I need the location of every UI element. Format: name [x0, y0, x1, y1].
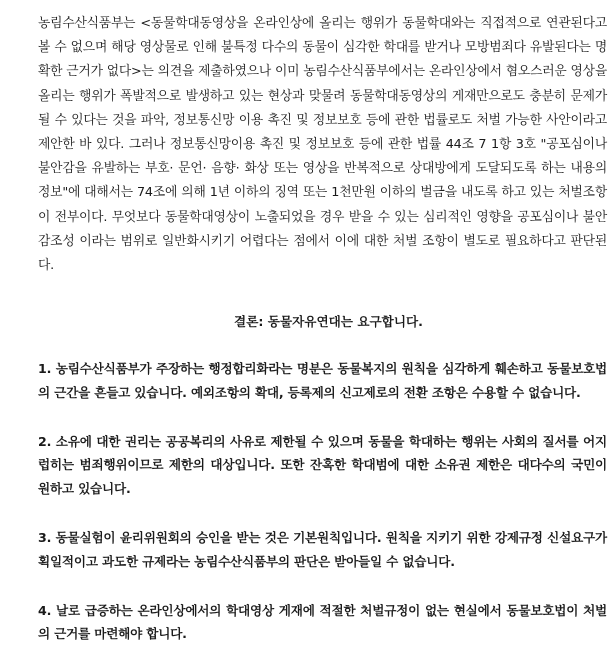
- demand-item-2: 2. 소유에 대한 권리는 공공복리의 사유로 제한될 수 있으며 동물을 학대하는 행위는 사회의 질서를 어지럽히는 범죄행위이므로 제한의 대상입니다. 또한 잔혹한 학대범에 대한 소유권 제한은 대다수의 국민이 원하고 있습니다.: [38, 434, 607, 496]
- conclusion-heading: 결론: 동물자유연대는 요구합니다.: [234, 314, 423, 330]
- intro-paragraph: 농림수산식품부는 <동물학대동영상을 온라인상에 올리는 행위가 동물학대와는 직접적으로 연관된다고 볼 수 없으며 해당 영상물로 인해 불특정 다수의 동물이 심각한 학대를 받거나 모방범죄다 유발된다는 명확한 근거가 없다>는 의견을 제출하였으나 이미 농림수산식품부에서는 온라인상에서 혐오스러운 영상을 올리는 행위가 폭발적으로 발생하고 있는 현상과 맞물려 동물학대동영상의 게재만으로도 충분히 문제가 될 수 있다는 것을 파악, 정보통신망 이용 촉진 및 정보보호 등에 관한 법률로도 처벌 가능한 사안이라고 제안한 바 있다. 그러나 정보통신망이용 촉진 및 정보보호 등에 관한 법률 44조 7 1항 3호 "공포심이나 불안감을 유발하는 부호· 문언· 음향· 화상 또는 영상을 반복적으로 상대방에게 도달되도록 하는 내용의 정보"에 대해서는 74조에 의해 1년 이하의 징역 또는 1천만원 이하의 벌금을 내도록 하고 있는 처벌조항이 전부이다. 무엇보다 동물학대영상이 노출되었을 경우 받을 수 있는 심리적인 영향을 공포심이나 불안감조성 이라는 범위로 일반화시키기 어렵다는 점에서 이에 대한 처벌 조항이 별도로 필요하다고 판단된다.: [38, 16, 607, 274]
- demand-item-3: 3. 동물실험이 윤리위원회의 승인을 받는 것은 기본원칙입니다. 원칙을 지키기 위한 강제규정 신설요구가 획일적이고 과도한 규제라는 농림수산식품부의 판단은 받아들일 수 없습니다.: [38, 530, 607, 569]
- demands-list: [38, 357, 607, 646]
- demand-item-4: 4. 날로 급증하는 온라인상에서의 학대영상 게재에 적절한 처벌규정이 없는 현실에서 동물보호법이 처벌의 근거를 마련해야 합니다.: [38, 603, 607, 642]
- demand-item-1: 1. 농림수산식품부가 주장하는 행정합리화라는 명분은 동물복지의 원칙을 심각하게 훼손하고 동물보호법의 근간을 흔들고 있습니다. 예외조항의 확대, 등록제의 신고제로의 전환 조항은 수용할 수 없습니다.: [38, 361, 607, 400]
